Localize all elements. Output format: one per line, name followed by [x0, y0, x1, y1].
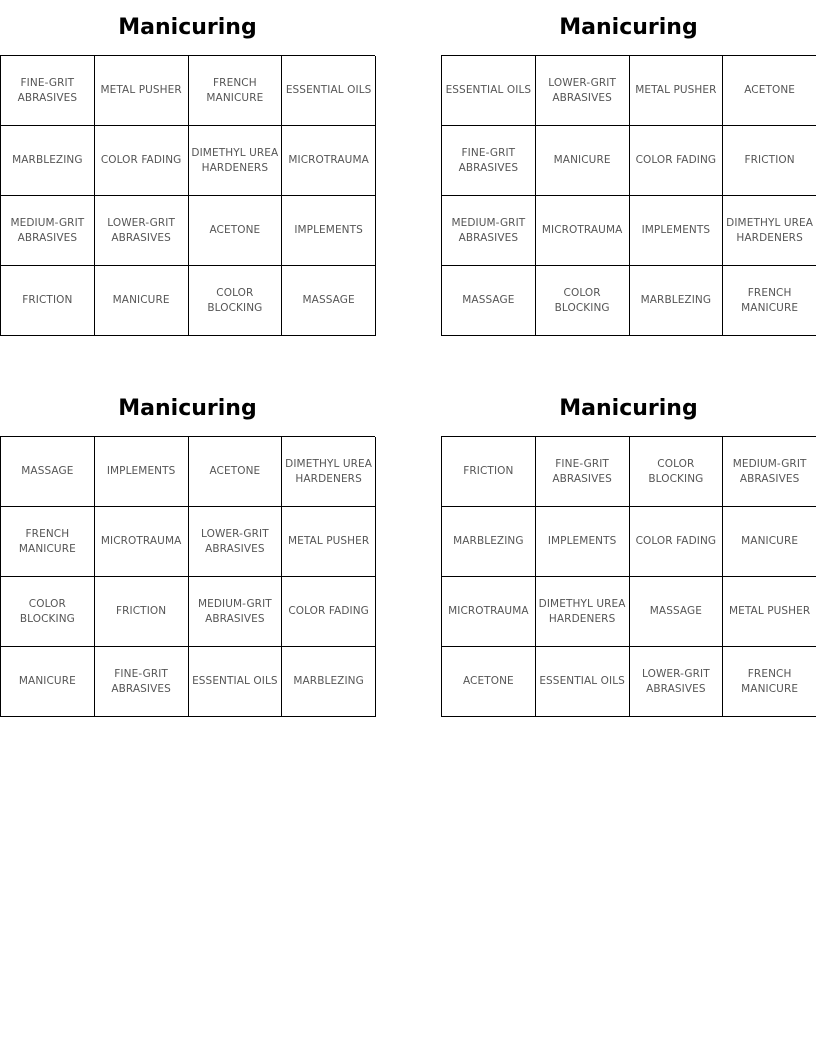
grid-cell: COLOR FADING	[95, 126, 189, 196]
grid-cell: LOWER-GRIT ABRASIVES	[630, 647, 724, 717]
grid-cell: IMPLEMENTS	[282, 196, 376, 266]
bingo-grid	[441, 55, 816, 336]
grid-cell: COLOR BLOCKING	[630, 437, 724, 507]
grid-cell: COLOR BLOCKING	[189, 266, 283, 336]
bingo-grid	[441, 436, 816, 717]
grid-cell: FRICTION	[95, 577, 189, 647]
grid-cell: LOWER-GRIT ABRASIVES	[189, 507, 283, 577]
grid-cell: MICROTRAUMA	[95, 507, 189, 577]
bingo-card-3	[0, 381, 375, 717]
grid-cell: MASSAGE	[282, 266, 376, 336]
grid-cell: MEDIUM-GRIT ABRASIVES	[442, 196, 536, 266]
grid-cell: MEDIUM-GRIT ABRASIVES	[1, 196, 95, 266]
bingo-grid	[0, 55, 375, 336]
grid-cell: ACETONE	[442, 647, 536, 717]
grid-cell: COLOR FADING	[630, 507, 724, 577]
grid-cell: MARBLEZING	[630, 266, 724, 336]
grid-cell: IMPLEMENTS	[536, 507, 630, 577]
grid-cell: MANICURE	[1, 647, 95, 717]
grid-cell: MICROTRAUMA	[536, 196, 630, 266]
grid-cell: FRENCH MANICURE	[723, 266, 816, 336]
grid-cell: ESSENTIAL OILS	[282, 56, 376, 126]
bingo-grid	[0, 436, 375, 717]
grid-cell: MICROTRAUMA	[442, 577, 536, 647]
grid-cell: COLOR FADING	[630, 126, 724, 196]
grid-cell: COLOR BLOCKING	[1, 577, 95, 647]
grid-cell: FINE-GRIT ABRASIVES	[536, 437, 630, 507]
bingo-card-4	[441, 381, 816, 717]
grid-cell: ACETONE	[189, 196, 283, 266]
grid-cell: LOWER-GRIT ABRASIVES	[95, 196, 189, 266]
grid-cell: FINE-GRIT ABRASIVES	[95, 647, 189, 717]
grid-cell: DIMETHYL UREA HARDENERS	[536, 577, 630, 647]
grid-cell: MANICURE	[536, 126, 630, 196]
grid-cell: MARBLEZING	[1, 126, 95, 196]
grid-cell: ESSENTIAL OILS	[189, 647, 283, 717]
grid-cell: IMPLEMENTS	[630, 196, 724, 266]
grid-cell: COLOR BLOCKING	[536, 266, 630, 336]
grid-cell: FRICTION	[723, 126, 816, 196]
grid-cell: METAL PUSHER	[95, 56, 189, 126]
grid-cell: METAL PUSHER	[723, 577, 816, 647]
grid-cell: FRENCH MANICURE	[189, 56, 283, 126]
grid-cell: DIMETHYL UREA HARDENERS	[723, 196, 816, 266]
grid-cell: IMPLEMENTS	[95, 437, 189, 507]
card-title: Manicuring	[118, 396, 257, 421]
grid-cell: FRICTION	[442, 437, 536, 507]
grid-cell: METAL PUSHER	[630, 56, 724, 126]
grid-cell: METAL PUSHER	[282, 507, 376, 577]
grid-cell: FINE-GRIT ABRASIVES	[1, 56, 95, 126]
grid-cell: LOWER-GRIT ABRASIVES	[536, 56, 630, 126]
grid-cell: MASSAGE	[630, 577, 724, 647]
grid-cell: FRICTION	[1, 266, 95, 336]
grid-cell: MANICURE	[723, 507, 816, 577]
card-title: Manicuring	[559, 15, 698, 40]
grid-cell: MASSAGE	[442, 266, 536, 336]
bingo-card-1	[0, 0, 375, 336]
grid-cell: DIMETHYL UREA HARDENERS	[282, 437, 376, 507]
grid-cell: DIMETHYL UREA HARDENERS	[189, 126, 283, 196]
grid-cell: MARBLEZING	[282, 647, 376, 717]
bingo-card-2	[441, 0, 816, 336]
grid-cell: MANICURE	[95, 266, 189, 336]
grid-cell: COLOR FADING	[282, 577, 376, 647]
grid-cell: ESSENTIAL OILS	[536, 647, 630, 717]
card-title: Manicuring	[118, 15, 257, 40]
grid-cell: ACETONE	[189, 437, 283, 507]
grid-cell: MEDIUM-GRIT ABRASIVES	[189, 577, 283, 647]
grid-cell: MARBLEZING	[442, 507, 536, 577]
grid-cell: ACETONE	[723, 56, 816, 126]
grid-cell: MASSAGE	[1, 437, 95, 507]
grid-cell: FRENCH MANICURE	[1, 507, 95, 577]
grid-cell: ESSENTIAL OILS	[442, 56, 536, 126]
grid-cell: MEDIUM-GRIT ABRASIVES	[723, 437, 816, 507]
grid-cell: FRENCH MANICURE	[723, 647, 816, 717]
grid-cell: MICROTRAUMA	[282, 126, 376, 196]
grid-cell: FINE-GRIT ABRASIVES	[442, 126, 536, 196]
card-title: Manicuring	[559, 396, 698, 421]
